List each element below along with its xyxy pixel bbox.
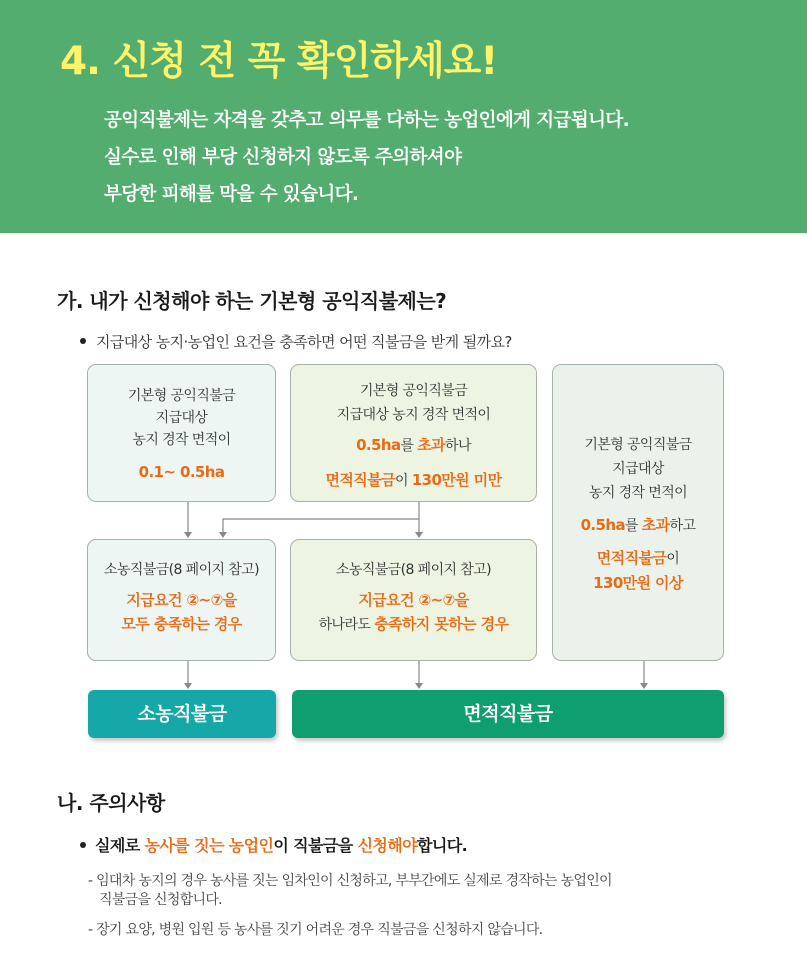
page-title: 4. 신청 전 꼭 확인하세요! — [60, 39, 498, 84]
box-text: 기본형 공익직불금 — [359, 383, 468, 399]
arrowhead — [184, 532, 192, 538]
note-lease-farmland: - 임대차 농지의 경우 농사를 짓는 임차인이 신청하고, 부부간에도 실제로 경작하는 농업인이 직불금을 신청합니다. — [88, 873, 612, 908]
box-highlight: 지급요건 ②~⑦을 — [126, 591, 237, 609]
arrowhead — [415, 683, 423, 689]
header-line-1: 공익직불제는 자격을 갖추고 의무를 다하는 농업인에게 지급됩니다. — [104, 110, 630, 131]
box-highlight: 130만원 이상 — [593, 574, 683, 592]
condition-box-mid-area — [290, 364, 537, 502]
arrowhead — [640, 683, 648, 689]
box-line: 면적직불금이 130만원 미만 — [325, 471, 502, 489]
section-b-title: 나. 주의사항 — [57, 791, 165, 815]
section-b-bullet: 실제로 농사를 짓는 농업인이 직불금을 신청해야합니다. — [80, 833, 467, 856]
box-text: 농지 경작 면적이 — [132, 432, 231, 448]
header-line-2: 실수로 인해 부당 신청하지 않도록 주의하셔야 — [104, 147, 462, 168]
section-a-bullet-text: 지급대상 농지·농업인 요건을 충족하면 어떤 직불금을 받게 될까요? — [96, 333, 512, 351]
box-line: 0.5ha를 초과하고 — [580, 516, 696, 534]
box-text: 지급대상 — [155, 410, 208, 426]
box-text: 지급대상 — [612, 461, 664, 477]
small-farmer-payment-result: 소농직불금 — [88, 690, 276, 738]
arrowhead — [219, 532, 227, 538]
bullet-dot — [80, 842, 86, 848]
box-highlight: 모두 충족하는 경우 — [121, 615, 242, 633]
box-highlight: 지급요건 ②~⑦을 — [358, 591, 469, 609]
box-text: 소농직불금(8 페이지 참고) — [336, 562, 491, 578]
condition-box-small-area — [87, 364, 276, 502]
box-line: 하나라도 충족하지 못하는 경우 — [318, 615, 509, 633]
box-text: 기본형 공익직불금 — [127, 388, 236, 404]
box-text: 소농직불금(8 페이지 참고) — [104, 562, 259, 578]
box-highlight: 0.1~ 0.5ha — [138, 463, 225, 481]
note-long-term-care: - 장기 요양, 병원 입원 등 농사를 짓기 어려운 경우 직불금을 신청하지 않습니다. — [88, 922, 543, 938]
arrowhead — [415, 532, 423, 538]
condition-box-large-area — [552, 364, 724, 661]
box-line: 0.5ha를 초과하나 — [356, 436, 471, 454]
condition-box-fails-requirements — [290, 539, 537, 661]
area-payment-result: 면적직불금 — [292, 690, 724, 738]
header-line-3: 부당한 피해를 막을 수 있습니다. — [104, 184, 359, 205]
arrow-box2-to-box4 — [223, 519, 419, 532]
box-text: 지급대상 농지 경작 면적이 — [336, 407, 491, 423]
box-text: 기본형 공익직불금 — [584, 437, 692, 453]
box-line: 면적직불금이 — [596, 549, 680, 567]
condition-box-meets-requirements — [87, 539, 276, 661]
arrowhead — [184, 683, 192, 689]
section-a-title: 가. 내가 신청해야 하는 기본형 공익직불제는? — [57, 289, 447, 313]
box-text: 농지 경작 면적이 — [588, 485, 688, 501]
